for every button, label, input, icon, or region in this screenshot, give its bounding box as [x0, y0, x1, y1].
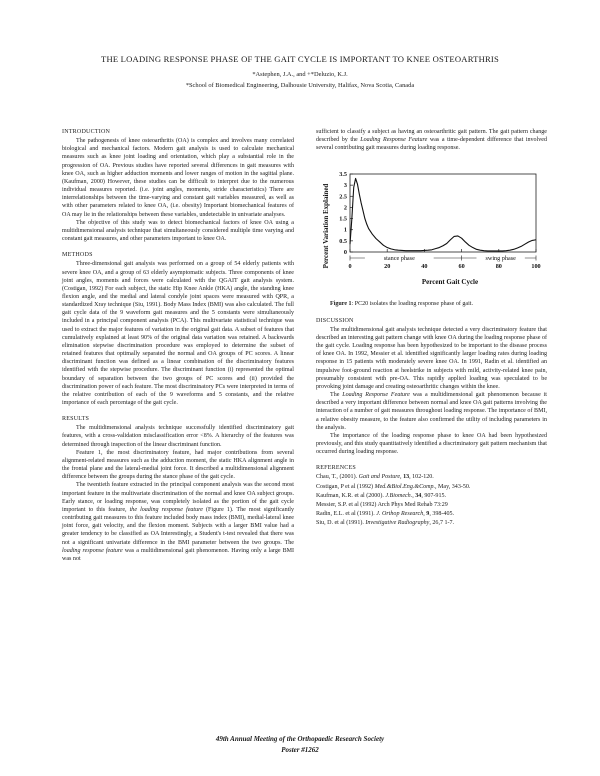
y-tick-label: 3	[343, 182, 347, 190]
y-tick-label: 1	[343, 227, 347, 235]
discussion-heading: DISCUSSION	[316, 317, 354, 324]
x-tick-label: 100	[531, 263, 541, 271]
series-line	[350, 179, 536, 251]
y-tick-label: 2	[343, 204, 347, 212]
y-axis-label: Percent Variation Explained	[322, 184, 330, 269]
y-tick-label: 1.5	[339, 216, 347, 224]
y-tick-label: 3.5	[339, 171, 347, 179]
results-paragraph-2: Feature 1, the most discriminatory feature, had major contributions from several alignment-related measures such as the adduction moment, the static HKA alignment angle in the frontal plane and the lateral-medial joint force. It described a multidimensional alignment difference between the groups during the stance phase of the gait cycle.	[62, 449, 294, 481]
x-tick-label: 60	[458, 263, 465, 271]
right-column	[316, 128, 547, 528]
results-paragraph-3-continued: sufficient to classify a subject as having an osteoarthritic gait pattern. The gait pattern change described by the Loading Response Feature was a time-dependent difference that involved several contributing gait measures during loading response.	[316, 129, 547, 152]
x-tick-label: 0	[348, 263, 352, 271]
introduction-heading: INTRODUCTION	[62, 129, 111, 135]
methods-heading: METHODS	[62, 252, 93, 259]
footer-meeting: 49th Annual Meeting of the Orthopaedic Research Society	[215, 735, 385, 743]
references-list	[316, 473, 547, 527]
reference-item: Chau, T., (2001). Gait and Posture, 13, 102-120.	[316, 474, 434, 481]
results-paragraph-1: The multidimensional analysis technique successfully identified discriminatory gait features, with a cross-validation misclassification error <8%. A hierarchy of the features was determined through inspection of the linear discriminant function.	[62, 425, 294, 448]
y-tick-label: 0.5	[339, 238, 347, 246]
reference-item: Messier, S.P. et al (1992) Arch Phys Med Rehab 73:29	[316, 501, 448, 508]
reference-item: Radin, E.L. et al (1991). J. Orthop Research, 9, 398-405.	[316, 511, 455, 518]
x-axis-label: Percent Gait Cycle	[421, 278, 479, 287]
y-tick-label: 2.5	[339, 193, 347, 201]
x-tick-label: 80	[495, 263, 502, 271]
stance-phase-annotation: stance phase	[383, 255, 415, 263]
introduction-paragraph-2: The objective of this study was to detect biomechanical factors of knee OA using a multidimensional analysis technique that simultaneously considered multiple time varying and constant gait measures, and other parameters important to knee OA.	[62, 219, 294, 243]
x-tick-label: 40	[421, 263, 428, 271]
reference-item: Siu, D. et al (1991). Investigative Radiography, 26,7 1-7.	[316, 520, 455, 527]
figure-caption: Figure 1: PC20 isolates the loading response phase of gait.	[330, 301, 473, 308]
results-paragraph-3: The twentieth feature extracted in the principal component analysis was the second most important feature in the multivariate discrimination of the normal and knee OA subject groups. Early stance, or loading response, was completely isolated as the portion of the gait cycle important to this feature, the loading response feature (Figure 1). The most significantly contributing gait measures to this feature included body mass index (BMI), medial-lateral knee joint force, gait velocity, and the flexion moment. Subjects with a larger BMI value had a greater tendency to be classified as OA Interestingly, a Student's t-test revealed that there was not a significant univariate difference in the BMI parameter between the two groups. The loading response feature was a multidimensional gait phenomenon. Having only a large BMI was not	[62, 482, 294, 562]
discussion-paragraph-1: The multidimensional gait analysis technique detected a very discriminatory feature that described an interesting gait pattern change with knee OA during the loading response phase of the gait cycle. Loading response has been hypothesized to be important to the disease process of knee OA. In 1992, Messier et al. identified significantly larger loading rates during loading response in 15 patients with moderately severe knee OA. In 1991, Radin et al. identified an impulsive foot-ground reaction at heelstrike in subjects with mild, activity-related knee pain, presumably consistent with pre-OA. This rapidly applied loading was speculated to be provoking joint damage and creating osteoarthritic changes within the knee.	[316, 326, 547, 390]
affiliation: *School of Biomedical Engineering, Dalhousie University, Halifax, Nova Scotia, Canada	[185, 82, 415, 89]
footer-poster-number: Poster #1262	[281, 746, 319, 754]
methods-paragraph-1: Three-dimensional gait analysis was performed on a group of 54 elderly patients with severe knee OA, and a group of 63 elderly asymptomatic subjects. Three components of knee joint angles, moments and forces were calculated with the QGAIT gait analysis system. (Costigan, 1992) For each subject, the static Hip Knee Ankle (HKA) angle, the standing knee flexion angle, and the medial and lateral condyle joint spaces were measured with QPR, a standardized Xray technique (Siu, 1991). Body Mass Index (BMI) was also calculated. The full gait cycle data of the 9 waveform gait measures and the 5 constants were simultaneously included in a principal component analysis (PCA). This multivariate statistical technique was used to extract the major features of variation in the original gait data. A subset of features that cumulatively explained at least 90% of the original data variation was retained. A backwards elimination stepwise discrimination procedure was employed to determine the subset of retained features that optimally separated the normal and OA groups of PC scores. A linear discriminant function was defined as a linear combination of the discriminatory features identified with the stepwise procedure. The discriminant function (i) represented the optimal boundary of separation between the two groups of PC scores and (ii) provided the discrimination power of each feature. The most discriminatory PCs were interpreted in terms of the relative contribution of each of the 9 waveforms and 5 constants, and the relative importance of each percentage of the gait cycle.	[62, 261, 294, 406]
authors: *Astephen, J.A., and +*Deluzio, K.J.	[252, 71, 348, 78]
line-chart	[316, 168, 547, 286]
reference-item: Costigan, P et al (1992) Med.&Biol.Eng.&Comp., May, 343-50.	[316, 483, 471, 490]
discussion-paragraph-3: The importance of the loading response phase to knee OA had been hypothesized previously, and this study quantitatively identified a discriminatory gait pattern mechanism that occurred during loading response.	[316, 432, 547, 456]
discussion-paragraph-2: The Loading Response Feature was a multidimensional gait phenomenon because it described a very important difference between normal and knee OA gait patterns involving the interaction of a number of gait measures throughout loading response. The importance of BMI, a relative obesity measure, to the feature also confirmed the utility of including parameters in the analysis.	[316, 392, 547, 431]
reference-item: Kaufman, K.R. et al (2000). J.Biomech., 34, 907-915.	[316, 492, 447, 499]
introduction-paragraph-1: The pathogenesis of knee osteoarthritis (OA) is complex and involves many correlated biological and mechanical factors. Modern gait analysis is used to calculate mechanical measures such as knee joint loading and orientation, which play a substantial role in the progression of OA. Previous studies have reported several differences in gait measures with knee OA, such as higher adduction moments and lower ranges of motion in the sagittal plane. (Kaufman, 2000) However, these studies can be difficult to interpret due to the numerous individual measures reported. (i.e. joint angles, moments, stride characteristics) There are interrelationships between the time-varying and constant gait variables measured, as well as with other parameters related to knee OA, (i.e. obesity) Important biomechanical features of OA may lie in the relationships between these variables, undetectable in univariate analyses.	[62, 138, 294, 218]
x-tick-label: 20	[384, 263, 391, 271]
references-heading: REFERENCES	[316, 465, 356, 472]
left-column	[62, 128, 294, 563]
paper-title: THE LOADING RESPONSE PHASE OF THE GAIT CYCLE IS IMPORTANT TO KNEE OSTEOARTHRIS	[101, 54, 499, 64]
figure-1-chart	[316, 168, 547, 286]
swing-phase-annotation: swing phase	[485, 255, 516, 263]
y-tick-label: 0	[343, 249, 347, 257]
results-heading: RESULTS	[62, 416, 90, 423]
